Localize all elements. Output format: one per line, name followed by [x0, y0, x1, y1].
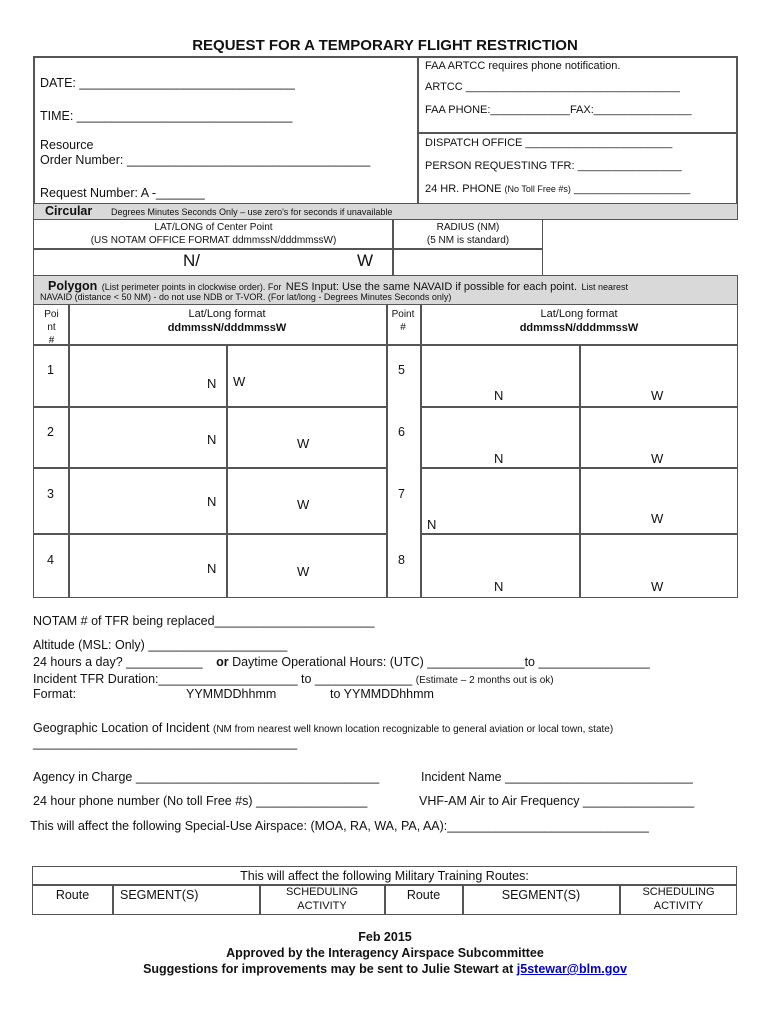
polygon-note3: NAVAID (distance < 50 NM) - do not use NDB or T-VOR. (For lat/long - Degrees Minutes Seconds only) — [40, 292, 452, 302]
n-label: N — [494, 388, 504, 403]
format-label: Format: — [33, 687, 77, 701]
request-number-field[interactable]: Request Number: A -_______ — [40, 186, 205, 200]
incident-name-field[interactable]: Incident Name ___________________________ — [421, 770, 693, 784]
n-label: N — [207, 432, 217, 447]
email-link[interactable]: j5stewar@blm.gov — [516, 962, 627, 976]
footer-suggestions — [0, 962, 770, 976]
vhf-field[interactable]: VHF-AM Air to Air Frequency ________________ — [419, 794, 695, 808]
point-number: 5 — [398, 363, 405, 377]
hr24-phone-field[interactable] — [425, 183, 690, 195]
center-point-format: (US NOTAM OFFICE FORMAT ddmmssN/dddmmssW) — [90, 235, 337, 246]
polygon-label: Polygon — [48, 279, 98, 293]
format-end: to YYMMDDhhmm — [330, 687, 434, 701]
hours-or: or — [216, 655, 229, 669]
geo-location-field[interactable] — [33, 721, 613, 735]
point-number: 6 — [398, 425, 405, 439]
person-requesting-field[interactable]: PERSON REQUESTING TFR: _________________ — [425, 160, 682, 172]
circular-note: Degrees Minutes Seconds Only – use zero's for seconds if unavailable — [111, 207, 393, 217]
w-label: W — [651, 511, 664, 526]
n-label: N — [207, 376, 217, 391]
format-start: YYMMDDhhmm — [186, 687, 277, 701]
geo-note: (NM from nearest well known location recognizable to general aviation or local town, state) — [213, 724, 614, 735]
center-point-title: LAT/LONG of Center Point — [154, 222, 273, 233]
notam-field[interactable]: NOTAM # of TFR being replaced_______________________ — [33, 614, 375, 628]
footer-approved: Approved by the Interagency Airspace Subcommittee — [226, 946, 544, 960]
point-number: 7 — [398, 487, 405, 501]
w-label: W — [297, 497, 310, 512]
hr24-phone-line: ___________________ — [573, 183, 691, 195]
n-label: N — [207, 494, 217, 509]
point-header-left: Poi nt # — [44, 309, 59, 346]
time-field[interactable]: TIME: _______________________________ — [40, 109, 293, 123]
latlong-format-left: ddmmssN/dddmmssW — [167, 322, 287, 334]
mtr-route-header: Route — [55, 888, 90, 902]
phone24-field[interactable]: 24 hour phone number (No toll Free #s) ________________ — [33, 794, 368, 808]
point-number: 2 — [47, 425, 54, 439]
faa-note: FAA ARTCC requires phone notification. — [425, 60, 621, 72]
mtr-segments-header: SEGMENT(S) — [501, 888, 581, 902]
w-label: W — [651, 451, 664, 466]
grid-line — [386, 304, 388, 598]
hr24-phone-label: 24 HR. PHONE — [425, 183, 502, 195]
mtr-scheduling-header: SCHEDULING — [285, 886, 359, 898]
n-label: N — [207, 561, 217, 576]
point-number: 4 — [47, 553, 54, 567]
grid-line — [33, 467, 386, 469]
latlong-title-left: Lat/Long format — [188, 308, 266, 320]
geo-line[interactable]: ______________________________________ — [33, 736, 298, 750]
grid-line — [420, 304, 422, 598]
footer-suggestions-text: Suggestions for improvements may be sent to Julie Stewart at — [143, 962, 514, 976]
duration-note: (Estimate – 2 months out is ok) — [415, 675, 554, 686]
duration-a: Incident TFR Duration:____________________ to ______________ — [33, 672, 413, 686]
radius-title: RADIUS (NM) — [436, 222, 500, 233]
mtr-activity-header: ACTIVITY — [297, 900, 347, 912]
point-number: 1 — [47, 363, 54, 377]
latlong-title-right: Lat/Long format — [540, 308, 618, 320]
hours-a: 24 hours a day? ___________ — [33, 655, 203, 669]
agency-field[interactable]: Agency in Charge ___________________________________ — [33, 770, 380, 784]
mtr-segments-header: SEGMENT(S) — [120, 888, 199, 902]
center-n-label: N/ — [183, 251, 200, 270]
mtr-scheduling-header: SCHEDULING — [642, 886, 715, 898]
circular-label: Circular — [45, 204, 93, 218]
resource-label: Resource — [40, 138, 94, 152]
polygon-note2: List nearest — [581, 282, 628, 292]
grid-line — [33, 533, 386, 535]
altitude-field[interactable]: Altitude (MSL: Only) ____________________ — [33, 638, 288, 652]
mtr-route-header: Route — [406, 888, 441, 902]
point-header-right: Point # — [391, 309, 415, 333]
latlong-format-right: ddmmssN/dddmmssW — [519, 322, 639, 334]
polygon-note1: (List perimeter points in clockwise order). For — [101, 282, 282, 292]
polygon-nes: NES Input: Use the same NAVAID if possible for each point. — [285, 281, 578, 293]
n-label: N — [494, 451, 504, 466]
footer-date: Feb 2015 — [358, 930, 412, 944]
geo-label: Geographic Location of Incident — [33, 721, 210, 735]
hr24-phone-note: (No Toll Free #s) — [504, 184, 571, 194]
point-number: 8 — [398, 553, 405, 567]
w-label: W — [297, 436, 310, 451]
faa-phone-field[interactable]: FAA PHONE:_____________FAX:________________ — [425, 104, 692, 116]
mtr-title: This will affect the following Military Training Routes: — [240, 869, 529, 883]
n-label: N — [494, 579, 504, 594]
page-title: REQUEST FOR A TEMPORARY FLIGHT RESTRICTION — [192, 37, 578, 54]
duration-field[interactable] — [33, 672, 554, 686]
artcc-field[interactable]: ARTCC ___________________________________ — [425, 81, 680, 93]
hours-b: Daytime Operational Hours: (UTC) ______________to ________________ — [232, 655, 650, 669]
radius-note: (5 NM is standard) — [426, 235, 510, 246]
w-label: W — [651, 579, 664, 594]
w-label: W — [297, 564, 310, 579]
date-field[interactable]: DATE: _______________________________ — [40, 76, 295, 90]
center-w-label: W — [357, 251, 374, 270]
point-number: 3 — [47, 487, 54, 501]
special-use-field[interactable]: This will affect the following Special-Use Airspace: (MOA, RA, WA, PA, AA):_____________________________ — [30, 819, 649, 833]
grid-line — [33, 406, 386, 408]
n-label: N — [427, 517, 437, 532]
hours-field[interactable] — [33, 655, 650, 669]
grid-line — [579, 344, 581, 598]
grid-line — [68, 304, 70, 598]
w-label: W — [233, 374, 246, 389]
mtr-activity-header: ACTIVITY — [653, 900, 704, 912]
w-label: W — [651, 388, 664, 403]
dispatch-office-field[interactable]: DISPATCH OFFICE ________________________ — [425, 137, 673, 149]
grid-line — [226, 344, 228, 598]
order-number-field[interactable]: Order Number: ___________________________________ — [40, 153, 371, 167]
